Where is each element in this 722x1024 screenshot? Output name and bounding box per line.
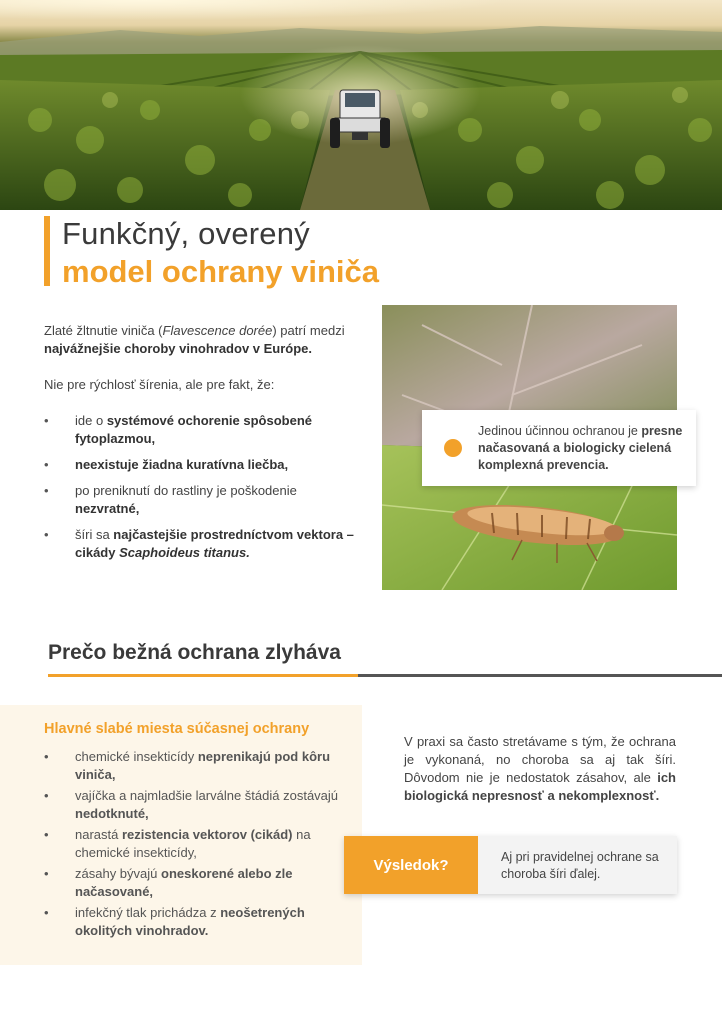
vineyard-illustration	[0, 0, 722, 210]
list-item	[44, 526, 364, 562]
intro-text-b: ) patrí medzi	[272, 323, 345, 338]
section-divider	[358, 674, 722, 677]
list-item-text: infekčný tlak prichádza z	[75, 905, 221, 920]
hero-vineyard-image	[0, 0, 722, 210]
title-accent-bar	[44, 216, 50, 286]
practice-text: V praxi sa často stretávame s tým, že ochrana je vykonaná, no choroba sa aj tak šíri. Dôvodom nie je nedostatok zásahov, ale	[404, 734, 676, 785]
list-item	[44, 826, 349, 862]
list-item-bold: oneskorené alebo zle načasované,	[75, 866, 293, 899]
bullet-dot-icon	[444, 439, 462, 457]
prevention-callout	[422, 410, 696, 486]
page-title-line2: model ochrany viniča	[62, 254, 379, 289]
list-item	[44, 904, 349, 940]
intro-text	[44, 322, 364, 570]
practice-text-bold: ich biologická nepresnosť a nekomplexnosť.	[404, 770, 676, 803]
intro-paragraph-1	[44, 322, 364, 358]
weak-points-list	[44, 748, 349, 943]
weak-points-title: Hlavné slabé miesta súčasnej ochrany	[44, 721, 310, 737]
list-item-text: narastá	[75, 827, 122, 842]
list-item	[44, 412, 364, 448]
list-item-bold: najčastejšie prostredníctvom vektora – cikády	[75, 527, 354, 560]
intro-text-a: Zlaté žltnutie viniča (	[44, 323, 163, 338]
result-text: Aj pri pravidelnej ochrane sa choroba šíri ďalej.	[501, 850, 659, 881]
list-item-bold: nedotknuté,	[75, 806, 149, 821]
list-item-text: chemické insekticídy	[75, 749, 198, 764]
list-item-text: zásahy bývajú	[75, 866, 161, 881]
callout-text	[478, 423, 690, 474]
list-item-text-after: na chemické insekticídy,	[75, 827, 311, 860]
disease-facts-list	[44, 412, 364, 562]
page-title-line1: Funkčný, overený	[62, 216, 310, 251]
list-item-text: šíri sa	[75, 527, 114, 542]
list-item-bold: neošetrených okolitých vinohradov.	[75, 905, 305, 938]
list-item	[44, 748, 349, 784]
list-item	[44, 787, 349, 823]
list-item	[44, 456, 364, 474]
result-label: Výsledok?	[344, 836, 478, 894]
practice-paragraph	[404, 733, 676, 805]
list-item	[44, 865, 349, 901]
section-title: Prečo bežná ochrana zlyháva	[48, 641, 341, 664]
list-item	[44, 482, 364, 518]
callout-text-bold: presne načasovaná a biologicky cielená komplexná prevencia.	[478, 424, 683, 472]
list-item-bold: neprenikajú pod kôru viniča,	[75, 749, 331, 782]
list-item-text: po preniknutí do rastliny je poškodenie	[75, 483, 297, 498]
intro-text-bold: najvážnejšie choroby vinohradov v Európe.	[44, 341, 313, 356]
list-item-italic: Scaphoideus titanus.	[119, 545, 250, 560]
result-box	[344, 836, 677, 894]
list-item-bold: rezistencia vektorov (cikád)	[121, 827, 293, 842]
list-item-bold: nezvratné,	[75, 501, 140, 516]
list-item-text: ide o	[75, 413, 107, 428]
intro-text-italic: Flavescence dorée	[162, 323, 273, 338]
section-divider-accent	[48, 674, 358, 677]
intro-paragraph-2: Nie pre rýchlosť šírenia, ale pre fakt, že:	[44, 377, 275, 392]
list-item-bold: systémové ochorenie spôsobené fytoplazmou,	[75, 413, 312, 446]
callout-text-regular: Jedinou účinnou ochranou je	[478, 424, 642, 438]
list-item-text: vajíčka a najmladšie larválne štádiá zostávajú	[75, 788, 339, 803]
list-item-bold: neexistuje žiadna kuratívna liečba,	[75, 457, 289, 472]
